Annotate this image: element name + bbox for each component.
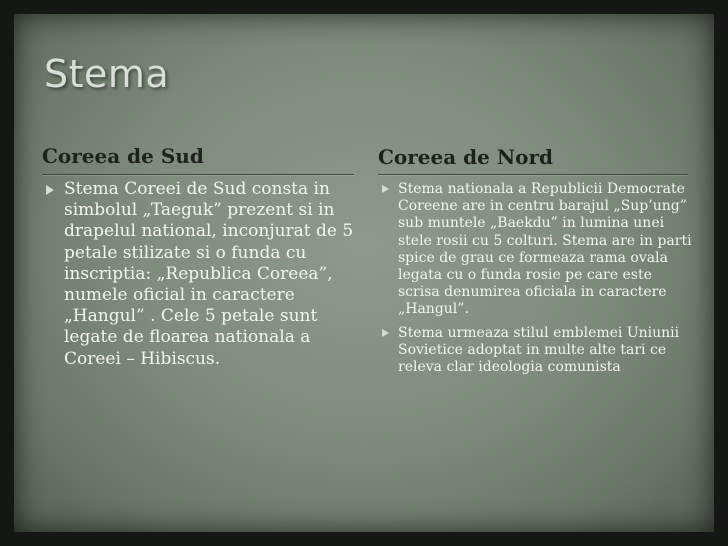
list-item-text: Stema urmeaza stilul emblemei Uniunii Sovietice adoptat in multe alte tari ce releva clar ideologia comunista <box>398 324 680 376</box>
list-item-text: Stema nationala a Republicii Democrate Coreene are in centru barajul „Sup’ung” sub muntele „Baekdu” in lumina unei stele rosii cu 5 colturi. Stema are in parti spice de grau ce formeaza rama ovala legata cu o funda rosie pe care este scrisa denumirea oficiala in caractere „Hangul”. <box>398 181 692 318</box>
north-korea-bullet-list <box>380 181 698 382</box>
divider-right <box>378 174 688 175</box>
south-korea-bullet-list <box>44 179 362 376</box>
bullet-arrow-icon <box>46 185 54 195</box>
list-item <box>380 181 698 319</box>
bullet-arrow-icon <box>382 185 389 193</box>
heading-south-korea: Coreea de Sud <box>42 144 204 168</box>
list-item <box>380 325 698 377</box>
slide-title: Stema <box>44 52 170 96</box>
bullet-arrow-icon <box>382 329 389 337</box>
divider-left <box>42 174 354 175</box>
list-item <box>44 179 362 370</box>
list-item-text: Stema Coreei de Sud consta in simbolul „Taeguk” prezent si in drapelul national, inconjurat de 5 petale stilizate si o funda cu inscriptia: „Republica Coreea”, numele oficial in caractere „Hangul” . Cele 5 petale sunt legate de floarea nationala a Coreei – Hibiscus. <box>64 179 354 369</box>
heading-north-korea: Coreea de Nord <box>378 145 553 169</box>
